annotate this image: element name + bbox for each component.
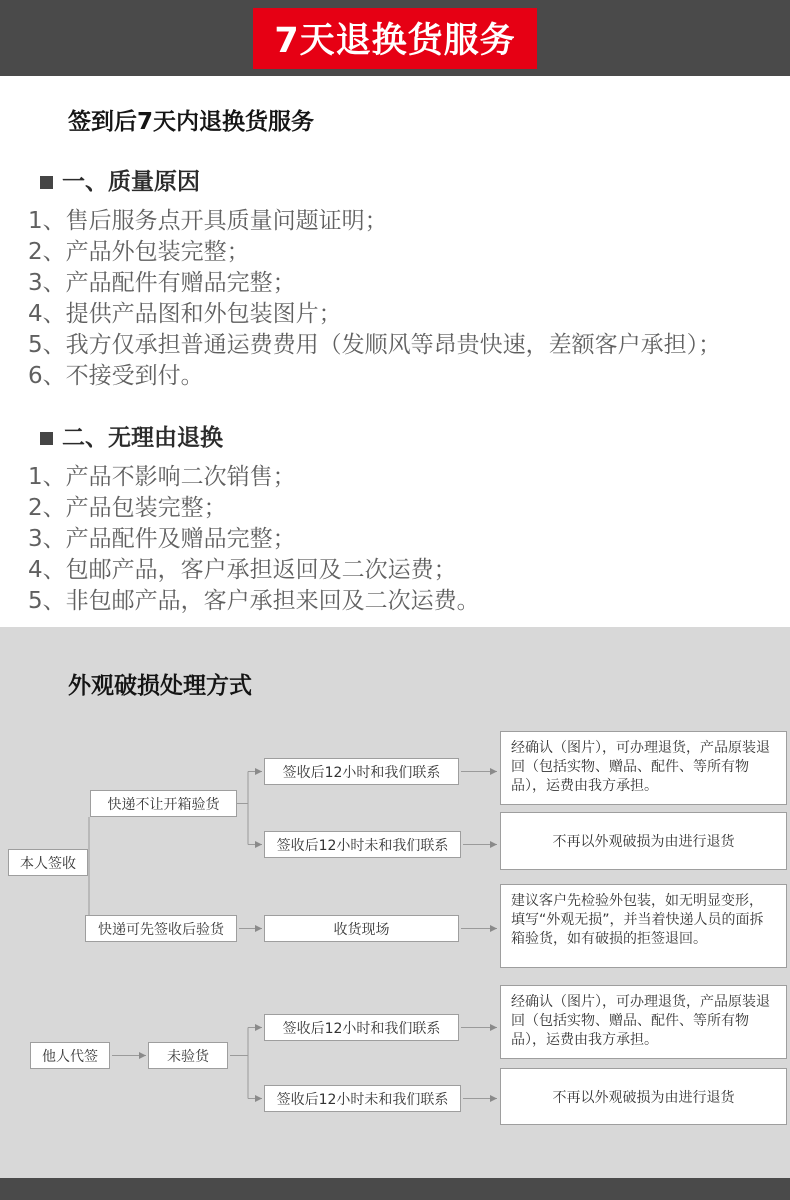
- flow-result-inspection-advice: 建议客户先检验外包装，如无明显变形，填写“外观无损”，并当着快递人员的面拆箱验货，如有破损的拒签退回。: [500, 884, 787, 968]
- policy-item: 4、提供产品图和外包装图片；: [28, 301, 342, 327]
- policy-item: 2、产品外包装完整；: [28, 239, 250, 265]
- flow-node-unchecked: 未验货: [148, 1042, 228, 1069]
- flow-node-courier-no-open: 快递不让开箱验货: [90, 790, 237, 817]
- flow-result-refund-ok: 经确认（图片），可办理退货，产品原装退回（包括实物、赠品、配件、等所有物品），运费由我方承担。: [500, 731, 787, 805]
- policy-item: 1、售后服务点开具质量问题证明；: [28, 208, 388, 234]
- bullet-square-icon: [40, 176, 53, 189]
- flow-node-contact-12h: 签收后12小时和我们联系: [264, 1014, 459, 1041]
- policy-item: 5、非包邮产品，客户承担来回及二次运费。: [28, 588, 480, 614]
- flow-node-no-contact-12h: 签收后12小时未和我们联系: [264, 831, 461, 858]
- footer-bar: [0, 1178, 790, 1200]
- policy-title: 签到后7天内退换货服务: [68, 109, 315, 135]
- policy-item: 1、产品不影响二次销售；: [28, 464, 296, 490]
- flow-title: 外观破损处理方式: [68, 673, 252, 699]
- flow-result-refund-denied: 不再以外观破损为由进行退货: [500, 1068, 787, 1125]
- section-heading-quality: [40, 168, 790, 196]
- policy-item: 3、产品配件及赠品完整；: [28, 526, 296, 552]
- section-heading-label: 一、质量原因: [62, 169, 200, 195]
- flow-node-contact-12h: 签收后12小时和我们联系: [264, 758, 459, 785]
- flow-result-refund-denied: 不再以外观破损为由进行退货: [500, 812, 787, 870]
- policy-section: [0, 76, 790, 617]
- flow-node-self-sign: 本人签收: [8, 849, 88, 876]
- bullet-square-icon: [40, 432, 53, 445]
- policy-item: 4、包邮产品，客户承担返回及二次运费；: [28, 557, 457, 583]
- page-title-badge: 7天退换货服务: [253, 8, 537, 69]
- policy-item: 6、不接受到付。: [28, 363, 204, 389]
- flow-node-courier-sign-first: 快递可先签收后验货: [85, 915, 237, 942]
- section-heading-no-reason: [40, 424, 790, 452]
- section-heading-label: 二、无理由退换: [62, 425, 223, 451]
- flow-result-refund-ok: 经确认（图片），可办理退货，产品原装退回（包括实物、赠品、配件、等所有物品），运费由我方承担。: [500, 985, 787, 1059]
- policy-item: 5、我方仅承担普通运费费用（发顺风等昂贵快速，差额客户承担）；: [28, 332, 722, 358]
- quality-reason-list: [28, 206, 790, 392]
- flow-node-proxy-sign: 他人代签: [30, 1042, 110, 1069]
- flow-node-receive-scene: 收货现场: [264, 915, 459, 942]
- damage-handling-section: [0, 627, 790, 1178]
- policy-item: 2、产品包装完整；: [28, 495, 227, 521]
- no-reason-list: [28, 462, 790, 617]
- policy-item: 3、产品配件有赠品完整；: [28, 270, 296, 296]
- page-header: [0, 0, 790, 76]
- flow-node-no-contact-12h: 签收后12小时未和我们联系: [264, 1085, 461, 1112]
